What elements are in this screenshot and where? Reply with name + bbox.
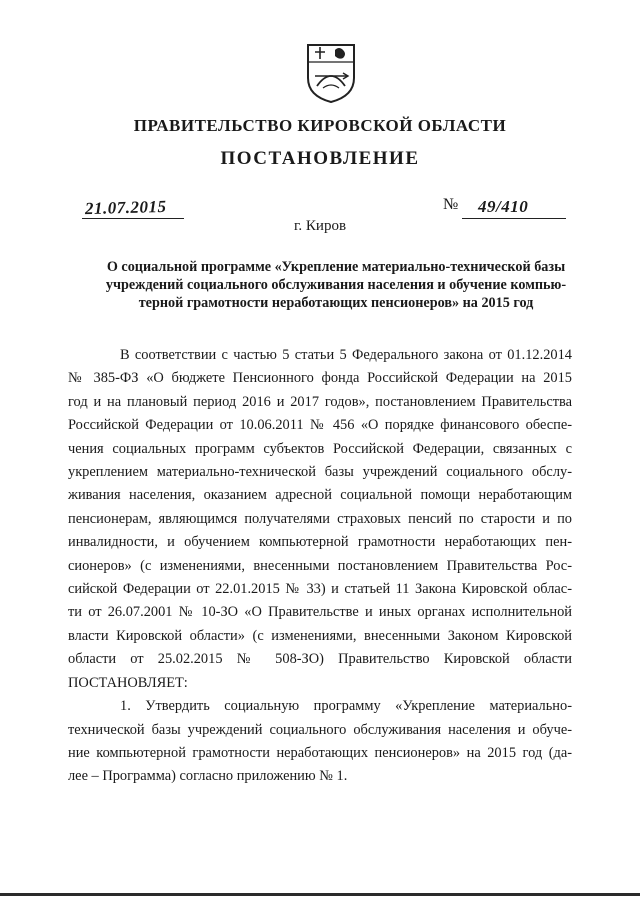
body-line: № 385-ФЗ «О бюджете Пенсионного фонда Российской Федерации на 2015 (68, 370, 572, 387)
government-name: ПРАВИТЕЛЬСТВО КИРОВСКОЙ ОБЛАСТИ (133, 116, 507, 135)
document-subject (95, 258, 577, 312)
subject-line: учреждений социального обслуживания населения и обучение компью- (105, 277, 567, 293)
body-line: инвалидности, и обучением компьютерной грамотности неработающих пен- (68, 534, 572, 551)
document-type: ПОСТАНОВЛЕНИЕ (220, 148, 420, 169)
body-line: власти Кировской области» (с изменениями, внесенными Законом Кировской (68, 627, 572, 644)
body-line: сийской Федерации от 22.01.2015 № 33) и статьей 11 Закона Кировской облас- (68, 581, 572, 598)
document-body (68, 344, 572, 789)
body-line: укреплением материально-технической базы учреждений социального обслу- (68, 464, 572, 481)
subject-line: О социальной программе «Укрепление материально-технической базы (106, 259, 566, 275)
body-line: ние компьютерной грамотности неработающих пенсионеров» на 2015 год (да- (68, 744, 572, 761)
body-line: ти от 26.07.2001 № 10-ЗО «О Правительстве и иных органах исполнительной (68, 604, 572, 621)
body-line: В соответствии с частью 5 статьи 5 Федерального закона от 01.12.2014 (120, 347, 572, 363)
page-bottom-rule (0, 893, 640, 896)
body-line: живания населения, оказанием адресной социальной помощи неработающим (68, 487, 572, 504)
body-line: чения социальных программ субъектов Российской Федерации, связанных с (68, 440, 572, 457)
body-line: пенсионерам, являющимся получателями страховых пенсий по старости и по (68, 510, 572, 527)
number-sign: № (443, 196, 459, 213)
body-line: 1. Утвердить социальную программу «Укрепление материально- (120, 698, 572, 715)
document-date: 21.07.2015 (84, 196, 167, 219)
body-line: технической базы учреждений социального обслуживания населения и обуче- (68, 721, 572, 738)
body-line: области от 25.02.2015 № 508-ЗО) Правительство Кировской области (68, 651, 572, 668)
document-number: 49/410 (478, 197, 529, 216)
body-line: сионеров» (с изменениями, внесенными постановлением Правительства Рос- (68, 557, 572, 574)
body-line: год и на плановый период 2016 и 2017 годов», постановлением Правительства (68, 393, 572, 410)
body-line: ПОСТАНОВЛЯЕТ: (68, 674, 188, 691)
city-name: г. Киров (293, 218, 347, 234)
body-line: лее – Программа) согласно приложению № 1. (68, 768, 348, 785)
subject-line: терной грамотности неработающих пенсионеров» на 2015 год (138, 295, 534, 311)
body-line: Российской Федерации от 10.06.2011 № 456 «О порядке финансового обеспе- (68, 417, 572, 434)
kirov-coat-of-arms-icon (305, 42, 357, 104)
